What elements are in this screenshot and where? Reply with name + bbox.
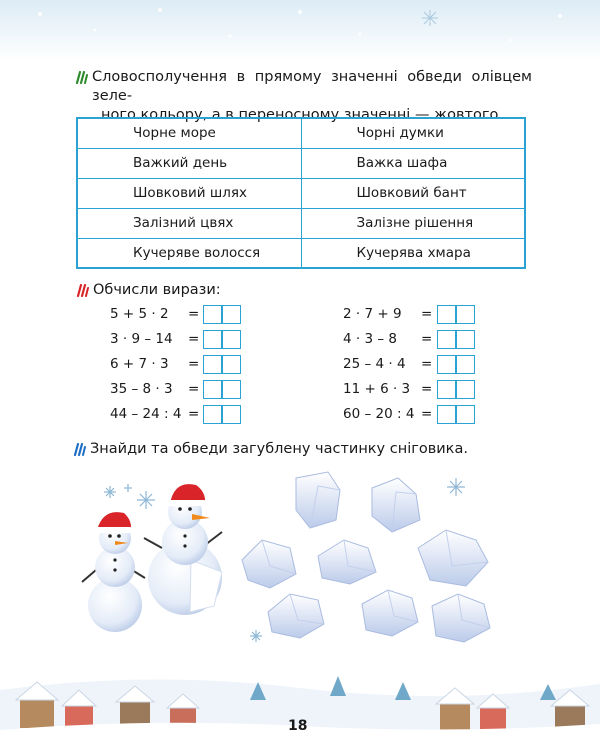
- task-2-title: Обчисли вирази:: [93, 282, 221, 298]
- ice-piece-option[interactable]: [432, 594, 490, 642]
- village-decor-icon: [0, 660, 600, 750]
- expression-right: 11 + 6 · 3: [343, 381, 411, 397]
- equals-sign: =: [421, 406, 433, 422]
- expression-left: 5 + 5 · 2: [110, 306, 169, 322]
- expression-left: 35 – 8 · 3: [110, 381, 173, 397]
- phrase-cell[interactable]: Залізний цвях: [77, 208, 301, 238]
- phrase-cell[interactable]: Залізне рішення: [301, 208, 525, 238]
- page-number: 18: [288, 718, 308, 734]
- expression-right: 4 · 3 – 8: [343, 331, 397, 347]
- task-1-text-line1: Словосполучення в прямому значенні обведи олівцем зеле-: [92, 69, 532, 104]
- expression-left: 3 · 9 – 14: [110, 331, 173, 347]
- phrase-cell[interactable]: Важкий день: [77, 148, 301, 178]
- expression-left: 44 – 24 : 4: [110, 406, 182, 422]
- equals-sign: =: [188, 356, 200, 372]
- phrase-cell[interactable]: Чорні думки: [301, 118, 525, 148]
- phrase-cell[interactable]: Чорне море: [77, 118, 301, 148]
- small-snowman: [82, 512, 145, 632]
- expression-right: 25 – 4 · 4: [343, 356, 406, 372]
- expression-right: 2 · 7 + 9: [343, 306, 402, 322]
- equals-sign: =: [188, 331, 200, 347]
- ice-piece-option[interactable]: [362, 590, 418, 636]
- expression-left: 6 + 7 · 3: [110, 356, 169, 372]
- equals-sign: =: [421, 356, 433, 372]
- equals-sign: =: [421, 331, 433, 347]
- equals-sign: =: [188, 306, 200, 322]
- expression-right: 60 – 20 : 4: [343, 406, 415, 422]
- phrase-cell[interactable]: Важка шафа: [301, 148, 525, 178]
- ice-piece-option[interactable]: [318, 540, 376, 584]
- ice-piece-option[interactable]: [372, 478, 420, 532]
- task-3-title: Знайди та обведи загублену частинку сніговика.: [90, 441, 468, 457]
- phrase-cell[interactable]: Кучеряве волосся: [77, 238, 301, 268]
- phrase-cell[interactable]: Шовковий шлях: [77, 178, 301, 208]
- equals-sign: =: [421, 306, 433, 322]
- ice-piece-option[interactable]: [418, 530, 488, 586]
- task-1-text-line2: ного кольору, а в переносному значенні — жовтого.: [101, 107, 503, 123]
- phrase-cell[interactable]: Кучерява хмара: [301, 238, 525, 268]
- ice-piece-option[interactable]: [296, 472, 340, 528]
- equals-sign: =: [188, 406, 200, 422]
- winter-village-footer: [0, 660, 600, 750]
- big-snowman: [144, 484, 222, 615]
- equals-sign: =: [421, 381, 433, 397]
- ice-piece-option[interactable]: [268, 594, 324, 638]
- phrase-cell[interactable]: Шовковий бант: [301, 178, 525, 208]
- equals-sign: =: [188, 381, 200, 397]
- ice-piece-option[interactable]: [242, 540, 296, 588]
